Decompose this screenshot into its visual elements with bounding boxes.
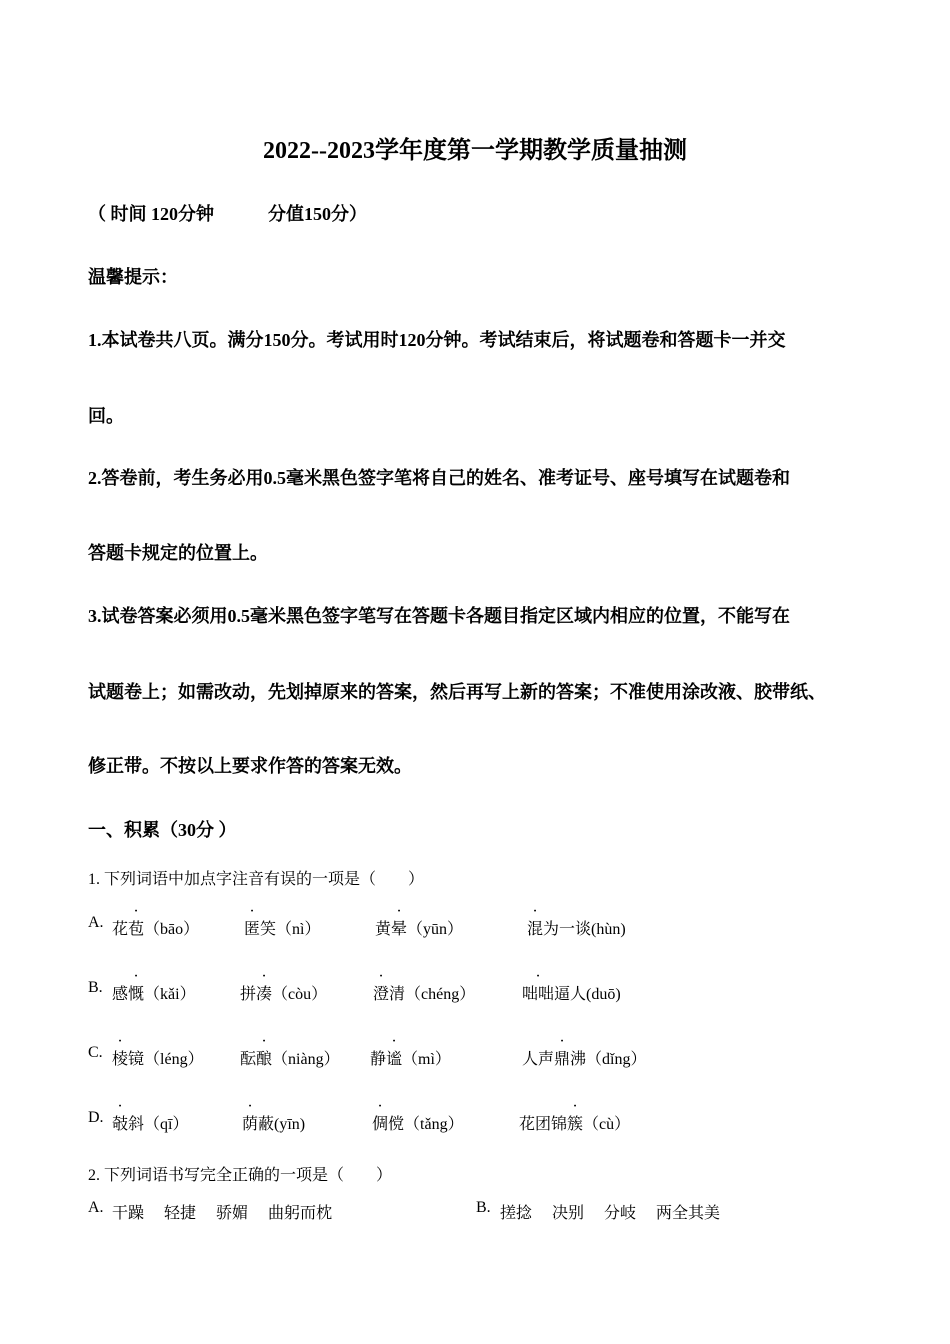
option-letter: D. (88, 1109, 104, 1126)
question-stem: 2. 下列词语书写完全正确的一项是（ ） (88, 1167, 393, 1184)
page-title: 2022--2023学年度第一学期教学质量抽测 (263, 138, 687, 164)
option-item: 静谧（mì） (370, 1051, 451, 1068)
option-item: 酝酿（niàng） (240, 1051, 340, 1068)
option-item: 匿笑（nì） (244, 921, 321, 938)
section-heading: 一、积累（30分 ） (88, 820, 237, 840)
notice-line: 回。 (88, 406, 124, 426)
option-text: 搓捻 决别 分岐 两全其美 (500, 1205, 721, 1222)
option-item: 黄晕（yūn） (375, 921, 464, 938)
option-item: 感慨（kǎi） (112, 986, 196, 1003)
option-item: 花团锦簇（cù） (519, 1116, 631, 1133)
notice-line: 修正带。不按以上要求作答的答案无效。 (88, 756, 412, 776)
option-item: 花苞（bāo） (112, 921, 200, 938)
option-letter: A. (88, 1199, 104, 1216)
notice-line: 试题卷上；如需改动，先划掉原来的答案，然后再写上新的答案；不准使用涂改液、胶带纸、 (88, 682, 826, 702)
notice-line: 2.答卷前，考生务必用0.5毫米黑色签字笔将自己的姓名、准考证号、座号填写在试题卷和 (88, 468, 790, 488)
option-item: 倜傥（tǎng） (372, 1116, 464, 1133)
option-item: 拼凑（còu） (240, 986, 328, 1003)
option-letter: A. (88, 914, 104, 931)
option-item: 咄咄逼人(duō) (522, 986, 621, 1003)
notice-line: 3.试卷答案必须用0.5毫米黑色签字笔写在答题卡各题目指定区域内相应的位置，不能写在 (88, 606, 790, 626)
option-item: 混为一谈(hùn) (527, 921, 626, 938)
option-letter: C. (88, 1044, 103, 1061)
option-letter: B. (88, 979, 103, 996)
notice-line: 答题卡规定的位置上。 (88, 543, 268, 563)
option-item: 攲斜（qī） (112, 1116, 189, 1133)
option-item: 荫蔽(yīn) (242, 1116, 306, 1133)
option-letter: B. (476, 1199, 491, 1216)
option-item: 人声鼎沸（dǐng） (522, 1051, 647, 1068)
time-score-line: （ 时间 120分钟 分值150分） (88, 204, 367, 224)
question-stem: 1. 下列词语中加点字注音有误的一项是（ ） (88, 871, 425, 888)
option-item: 棱镜（léng） (112, 1051, 204, 1068)
option-text: 干躁 轻捷 骄媚 曲躬而枕 (112, 1205, 333, 1222)
option-item: 澄清（chéng） (373, 986, 476, 1003)
notice-heading: 温馨提示： (88, 267, 178, 287)
notice-line: 1.本试卷共八页。满分150分。考试用时120分钟。考试结束后，将试题卷和答题卡一并交 (88, 330, 786, 350)
